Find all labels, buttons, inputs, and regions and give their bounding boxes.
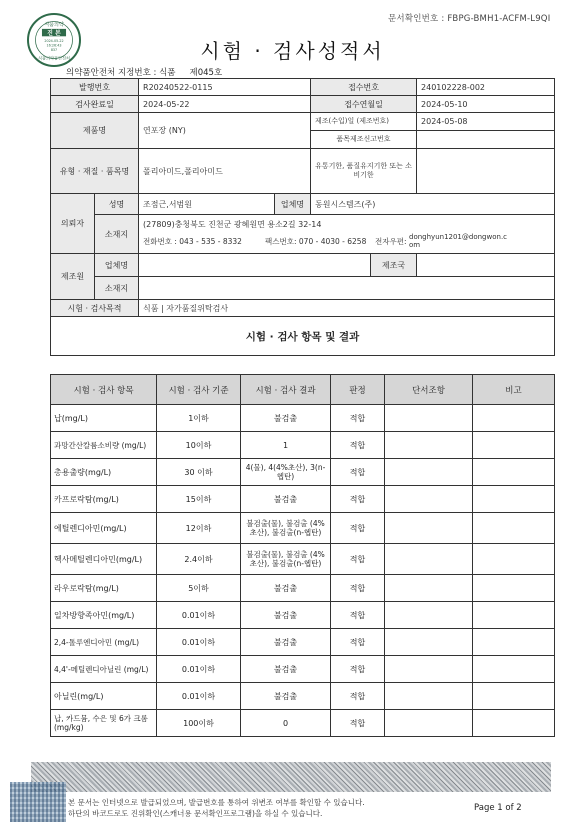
header-remark: 비고: [473, 375, 555, 405]
type-value: 폴리아미드,폴리아미드: [139, 149, 311, 194]
mfg-no-label: 제조(수입)일 (제조번호): [311, 113, 417, 131]
item-standard: 5이하: [157, 575, 241, 602]
designation-number: 제045호: [189, 68, 223, 78]
item-judgment: 적합: [331, 544, 385, 575]
item-result: 불검출: [241, 602, 331, 629]
client-email: donghyun1201@dongwon.com: [409, 233, 508, 249]
item-name: 헥사메틸렌디아민(mg/L): [51, 544, 157, 575]
results-section-title: 시험 · 검사 항목 및 결과: [51, 317, 555, 356]
purpose-value: 식품 | 자가품질위탁검사: [139, 300, 555, 317]
item-standard: 0.01이하: [157, 602, 241, 629]
item-result: 불검출(물), 불검출 (4%초산), 불검출(n-헵탄): [241, 544, 331, 575]
item-proviso: [385, 656, 473, 683]
type-label: 유형 · 재질 · 품목명: [51, 149, 139, 194]
maker-company-label: 업체명: [95, 254, 139, 277]
item-judgment: 적합: [331, 513, 385, 544]
table-row: [51, 710, 555, 737]
designation-line: [66, 66, 222, 78]
table-row: [51, 405, 555, 432]
item-remark: [473, 486, 555, 513]
seal-center-text: 진 본: [47, 29, 61, 37]
item-standard: 0.01이하: [157, 629, 241, 656]
item-name: 에틸렌디아민(mg/L): [51, 513, 157, 544]
header-item: 시험 · 검사 항목: [51, 375, 157, 405]
verification-barcode: [10, 782, 66, 822]
table-row: [51, 459, 555, 486]
table-row: [51, 486, 555, 513]
item-remark: [473, 513, 555, 544]
results-table: [50, 374, 555, 737]
item-standard: 10이하: [157, 432, 241, 459]
item-proviso: [385, 544, 473, 575]
seal-code: 837: [50, 48, 58, 53]
mfg-no: 2024-05-08: [417, 113, 555, 131]
item-proviso: [385, 405, 473, 432]
header-standard: 시험 · 검사 기준: [157, 375, 241, 405]
item-standard: 100이하: [157, 710, 241, 737]
maker-country: [417, 254, 555, 277]
report-no: [417, 131, 555, 149]
header-judgment: 판정: [331, 375, 385, 405]
security-pattern: [31, 762, 551, 792]
maker-label: 제조원: [51, 254, 95, 300]
item-name: 라우로락탐(mg/L): [51, 575, 157, 602]
item-result: 4(물), 4(4%초산), 3(n-헵탄): [241, 459, 331, 486]
client-fax: 팩스번호: 070 - 4030 - 6258: [265, 236, 367, 246]
document-confirm-number: 문서확인번호 : FBPG-BMH1-ACFM-L9QI: [388, 14, 551, 24]
client-label: 의뢰자: [51, 194, 95, 254]
report-no-label: 품목제조신고번호: [311, 131, 417, 149]
item-remark: [473, 710, 555, 737]
seal-top-text: 식품의약: [44, 22, 64, 29]
item-proviso: [385, 513, 473, 544]
table-row: [51, 575, 555, 602]
item-result: 불검출: [241, 683, 331, 710]
seal-date: 2024-05-22: [44, 38, 64, 43]
table-row: [51, 513, 555, 544]
item-remark: [473, 459, 555, 486]
item-name: 카프로락탐(mg/L): [51, 486, 157, 513]
item-remark: [473, 544, 555, 575]
product-name: 연포장 (NY): [139, 113, 311, 149]
item-standard: 0.01이하: [157, 683, 241, 710]
item-name: 4,4'-메틸렌디아닐린 (mg/L): [51, 656, 157, 683]
item-proviso: [385, 486, 473, 513]
purpose-label: 시험 · 검사목적: [51, 300, 139, 317]
item-judgment: 적합: [331, 405, 385, 432]
item-name: 납, 카드뮴, 수은 및 6가 크롬(mg/kg): [51, 710, 157, 737]
item-judgment: 적합: [331, 432, 385, 459]
client-address: (27809)충청북도 진천군 광혜원면 용소2길 32-14: [143, 220, 322, 229]
table-row: [51, 602, 555, 629]
info-table: [50, 78, 555, 356]
item-result: 불검출: [241, 656, 331, 683]
complete-date: 2024-05-22: [139, 96, 311, 113]
page-number: Page 1 of 2: [474, 803, 522, 813]
client-name: 조점근,서범원: [139, 194, 275, 215]
item-remark: [473, 575, 555, 602]
item-standard: 30 이하: [157, 459, 241, 486]
table-row: [51, 656, 555, 683]
item-remark: [473, 683, 555, 710]
client-company-label: 업체명: [275, 194, 311, 215]
item-remark: [473, 656, 555, 683]
maker-address: [139, 277, 555, 300]
item-result: 불검출: [241, 405, 331, 432]
item-judgment: 적합: [331, 710, 385, 737]
client-address-block: [139, 215, 555, 254]
item-remark: [473, 432, 555, 459]
item-proviso: [385, 575, 473, 602]
receipt-date: 2024-05-10: [417, 96, 555, 113]
header-result: 시험 · 검사 결과: [241, 375, 331, 405]
item-remark: [473, 629, 555, 656]
item-result: 불검출: [241, 486, 331, 513]
item-proviso: [385, 683, 473, 710]
maker-address-label: 소재지: [95, 277, 139, 300]
receipt-date-label: 접수연월일: [311, 96, 417, 113]
issue-no-label: 발행번호: [51, 79, 139, 96]
client-name-label: 성명: [95, 194, 139, 215]
item-result: 0: [241, 710, 331, 737]
item-name: 일차방향족아민(mg/L): [51, 602, 157, 629]
maker-country-label: 제조국: [371, 254, 417, 277]
item-remark: [473, 602, 555, 629]
item-result: 불검출: [241, 629, 331, 656]
item-standard: 1이하: [157, 405, 241, 432]
receipt-no: 240102228-002: [417, 79, 555, 96]
maker-company: [139, 254, 371, 277]
item-proviso: [385, 459, 473, 486]
client-phone: 전화번호 : 043 - 535 - 8332: [143, 236, 242, 246]
item-result: 불검출: [241, 575, 331, 602]
designation-prefix: 의약품안전처 지정번호 : 식품: [66, 68, 176, 78]
item-name: 2,4-톨루엔디아민 (mg/L): [51, 629, 157, 656]
item-judgment: 적합: [331, 575, 385, 602]
seal-bottom-text: 식품의약품안전처: [37, 55, 71, 61]
item-judgment: 적합: [331, 656, 385, 683]
item-proviso: [385, 602, 473, 629]
item-proviso: [385, 629, 473, 656]
header-proviso: 단서조항: [385, 375, 473, 405]
complete-date-label: 검사완료일: [51, 96, 139, 113]
item-standard: 15이하: [157, 486, 241, 513]
item-standard: 2.4이하: [157, 544, 241, 575]
item-result: 1: [241, 432, 331, 459]
item-standard: 12이하: [157, 513, 241, 544]
client-email-label: 전자우편:: [375, 236, 407, 246]
item-name: 납(mg/L): [51, 405, 157, 432]
expiry-value: [417, 149, 555, 194]
client-company: 동원시스템즈(주): [311, 194, 555, 215]
item-proviso: [385, 432, 473, 459]
receipt-no-label: 접수번호: [311, 79, 417, 96]
seal-time: 16:26:43: [46, 43, 62, 48]
item-name: 과망간산칼륨소비량 (mg/L): [51, 432, 157, 459]
item-standard: 0.01이하: [157, 656, 241, 683]
client-address-label: 소재지: [95, 215, 139, 254]
item-result: 불검출(물), 불검출 (4%초산), 불검출(n-헵탄): [241, 513, 331, 544]
item-judgment: 적합: [331, 459, 385, 486]
table-row: [51, 432, 555, 459]
footer-note-1: 본 문서는 인터넷으로 발급되었으며, 발급번호를 통하여 위변조 여부를 확인할 수 있습니다.: [68, 798, 365, 807]
table-row: [51, 683, 555, 710]
issue-no: R20240522-0115: [139, 79, 311, 96]
table-row: [51, 629, 555, 656]
footer-note-2: 하단의 바코드로도 진위확인(스캐너용 문서확인프로그램)을 하실 수 있습니다.: [68, 809, 323, 818]
item-judgment: 적합: [331, 629, 385, 656]
item-remark: [473, 405, 555, 432]
table-row: [51, 544, 555, 575]
product-label: 제품명: [51, 113, 139, 149]
item-judgment: 적합: [331, 486, 385, 513]
item-judgment: 적합: [331, 683, 385, 710]
item-judgment: 적합: [331, 602, 385, 629]
item-name: 아닐린(mg/L): [51, 683, 157, 710]
expiry-label: 유통기한, 품질유지기한 또는 소비기한: [311, 149, 417, 194]
page-title: 시험 · 검사성적서: [200, 39, 385, 63]
item-name: 총용출량(mg/L): [51, 459, 157, 486]
item-proviso: [385, 710, 473, 737]
